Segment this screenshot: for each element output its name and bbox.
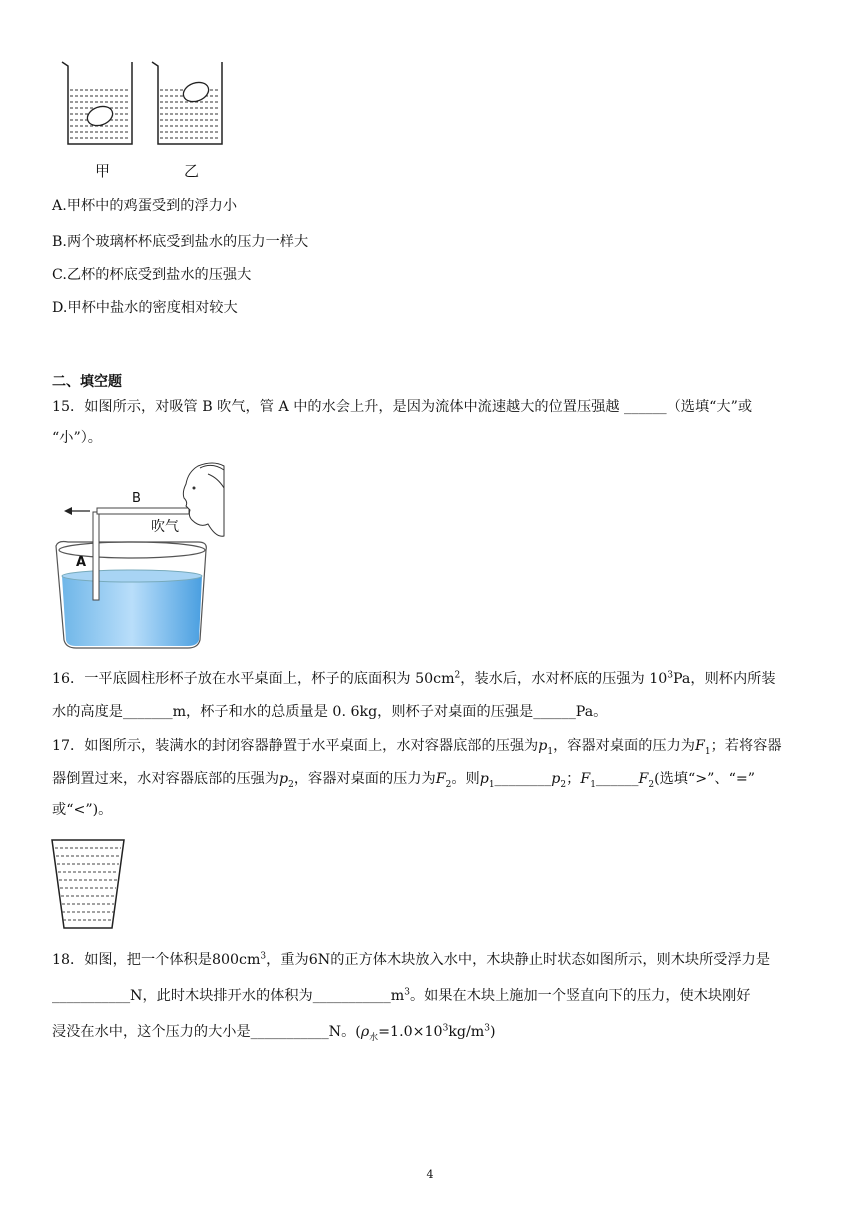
- option-b: [52, 231, 308, 251]
- option-text: 甲杯中盐水的密度相对较大: [67, 300, 238, 316]
- q18-blank: ___________: [250, 1024, 329, 1040]
- q15-line2: “小”）。: [52, 430, 102, 446]
- q17-var: F: [694, 738, 705, 754]
- beakers-figure: [56, 56, 236, 176]
- q17-text: ；: [566, 771, 581, 787]
- option-letter: A.: [52, 198, 67, 214]
- q17-line1: [52, 736, 782, 756]
- option-text: 乙杯的杯底受到盐水的压强大: [66, 267, 252, 283]
- q18-text: ，重为: [266, 952, 309, 968]
- straw-beaker-figure: [48, 458, 228, 652]
- q18-text: N，此时木块排开水的体积为: [130, 988, 313, 1004]
- q16-text: Pa，则杯内所装: [673, 671, 776, 687]
- q18-exp: 3: [404, 987, 410, 998]
- beaker-label-left: 甲: [95, 162, 111, 180]
- q17-line3: 或“<”)。: [52, 802, 113, 818]
- q18-text: 的正方体木块放入水中，木块静止时状态如图所示，则木块所受浮力是: [330, 952, 771, 968]
- q18-text: ): [489, 1024, 496, 1040]
- q17-line2: [52, 769, 755, 789]
- q18-blank: ___________: [52, 988, 131, 1004]
- q17-var: F: [435, 771, 446, 787]
- beaker-label-right: 乙: [184, 162, 200, 180]
- q17-sub: 1: [488, 779, 495, 790]
- q17-sub: 1: [590, 779, 596, 790]
- q17-blank: ______: [595, 771, 639, 787]
- q16-text: ，装水后，水对杯底的压强为 10: [460, 671, 668, 687]
- label-blow: 吹气: [151, 519, 179, 535]
- option-letter: C.: [52, 267, 67, 283]
- q17-text: 17．如图所示，装满水的封闭容器静置于水平桌面上，水对容器底部的压强为: [52, 738, 539, 754]
- q18-sub: 水: [369, 1032, 379, 1043]
- q18-text: N。(: [328, 1024, 361, 1040]
- label-a: A: [76, 555, 87, 570]
- q18-text: 。如果在木块上施加一个竖直向下的压力，使木块刚好: [409, 988, 751, 1004]
- q18-text: 浸没在水中，这个压力的大小是: [52, 1024, 251, 1040]
- q17-var: F: [638, 771, 649, 787]
- container-figure: [50, 836, 130, 936]
- option-text: 甲杯中的鸡蛋受到的浮力小: [66, 198, 238, 214]
- q18-weight: 6N: [308, 952, 331, 968]
- option-d: [52, 297, 238, 317]
- option-letter: B.: [52, 234, 67, 250]
- q18-line3: [52, 1022, 496, 1042]
- q17-blank: ________: [494, 771, 552, 787]
- q18-text: =1.0×10: [378, 1024, 443, 1040]
- q15-line1: 15．如图所示，对吸管 B 吹气，管 A 中的水会上升，是因为流体中流速越大的位置压强越 ______（选填“大”或: [52, 399, 753, 415]
- q18-unit: m: [390, 988, 405, 1004]
- q18-line2: [52, 986, 750, 1006]
- q17-text: 。则: [451, 771, 480, 787]
- q17-var: p: [538, 738, 548, 754]
- q16-exp: 2: [454, 670, 461, 681]
- q17-var: p: [551, 771, 561, 787]
- q17-var: p: [279, 771, 289, 787]
- label-b: B: [132, 491, 141, 506]
- q16-exp: 3: [667, 670, 674, 681]
- q17-sub: 2: [445, 779, 452, 790]
- q17-text: ；若将容器: [710, 738, 782, 754]
- q17-sub: 2: [560, 779, 567, 790]
- q18-exp: 3: [442, 1023, 449, 1034]
- q16-line2: 水的高度是_______m，杯子和水的总质量是 0. 6kg，则杯子对桌面的压强是______Pa。: [52, 704, 608, 720]
- q17-sub: 1: [547, 746, 554, 757]
- q18-line1: [52, 950, 770, 970]
- q18-volume: 800cm: [211, 952, 261, 968]
- q18-text: 18．如图，把一个体积是: [52, 952, 212, 968]
- q18-exp: 3: [484, 1023, 490, 1034]
- q17-var: p: [479, 771, 489, 787]
- q17-text: ，容器对桌面的压力为: [553, 738, 695, 754]
- option-a: [52, 195, 237, 215]
- q18-blank: ___________: [312, 988, 391, 1004]
- page-number: 4: [426, 1168, 434, 1181]
- q17-var: F: [580, 771, 591, 787]
- option-c: [52, 264, 251, 284]
- q17-text: 器倒置过来，水对容器底部的压强为: [52, 771, 280, 787]
- q17-text: ，容器对桌面的压力为: [293, 771, 436, 787]
- option-text: 两个玻璃杯杯底受到盐水的压力一样大: [66, 234, 309, 250]
- option-letter: D.: [52, 300, 68, 316]
- q17-text: (选填“>”、“=”: [654, 771, 755, 787]
- q17-sub: 2: [288, 779, 294, 790]
- q16-text: 16．一平底圆柱形杯子放在水平桌面上，杯子的底面积为 50cm: [52, 671, 455, 687]
- q18-rho: ρ: [360, 1024, 370, 1040]
- section-title: 二、填空题: [52, 374, 122, 390]
- q18-text: kg/m: [448, 1024, 485, 1040]
- q17-sub: 2: [648, 779, 655, 790]
- q16-line1: [52, 669, 776, 689]
- q18-exp: 3: [260, 951, 267, 962]
- q17-sub: 1: [704, 746, 711, 757]
